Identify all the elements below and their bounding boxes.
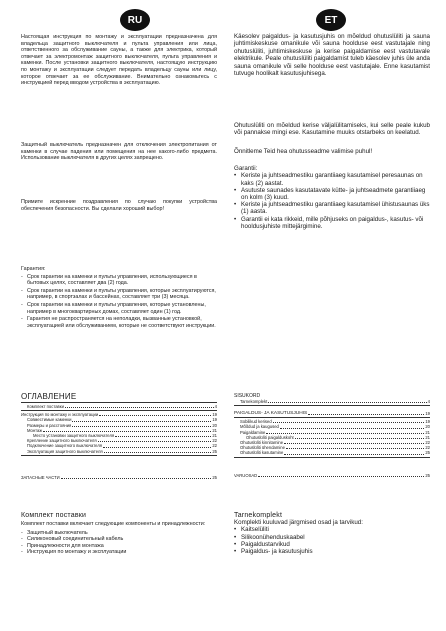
ru-thanks-section — [21, 199, 217, 212]
et-toc-section-entry[interactable]: PAIGALDUS- JA KASUTUSJUHIS 19 — [234, 411, 430, 416]
ru-purpose-section — [21, 142, 217, 162]
et-kit-intro: Komplekti kuuluvad järgmised osad ja tarvikud: — [234, 519, 363, 526]
ru-kit-item: - Силиконовый соединительный кабель — [21, 536, 217, 543]
et-toc-entry[interactable]: Mõõdud ja kaugused 20 — [240, 424, 430, 430]
et-kit-list — [234, 526, 430, 555]
ru-toc-entry[interactable]: Место установки защитного выключателя 21 — [33, 433, 217, 439]
ru-kit-intro: Комплект поставки включает следующие компоненты и принадлежности: — [21, 521, 206, 527]
ru-kit-list — [21, 530, 217, 556]
ru-toc-title: ОГЛАВЛЕНИЕ — [21, 392, 77, 401]
ru-warranty-item: - Срок гарантии на каменки и пульты управления, использующиеся в бытовых целях, составляет два (2) года. — [21, 274, 217, 287]
et-warranty-item: • Asutuste saunades kasutatavate kütte- ja juhtseadmete garantiiaeg on kolm (3) kuud. — [234, 187, 430, 201]
et-toc-entry[interactable]: Sobilikud kerised 19 — [240, 419, 430, 425]
et-kit-title: Tarnekomplekt — [234, 512, 283, 519]
et-toc-entry[interactable]: Ohutuslüliti ühendamine 22 — [240, 445, 430, 451]
et-warranty-title: Garantii: — [234, 165, 258, 172]
et-kit-item: • Silikoonühenduskaabel — [234, 534, 430, 541]
ru-toc — [21, 392, 217, 403]
et-warranty-section — [234, 165, 430, 230]
ru-toc-entry[interactable]: Эксплуатация защитного выключателя 25 — [27, 448, 217, 454]
et-kit-item: • Paigaldustarvikud — [234, 541, 430, 548]
ru-toc-entries — [21, 404, 217, 456]
et-toc-entries — [234, 411, 430, 458]
ru-kit-item: - Принадлежности для монтажа — [21, 543, 217, 550]
et-spare-parts-entry[interactable]: VARUOSAD 25 — [234, 473, 430, 478]
ru-warranty-list — [21, 274, 217, 330]
ru-toc-entry[interactable]: Крепление защитного выключателя 22 — [27, 438, 217, 444]
ru-kit-title: Комплект поставки — [21, 512, 87, 519]
ru-column — [21, 0, 217, 631]
et-warranty-item: • Garantii ei kata rikkeid, mille põhjuseks on paigaldus-, kasutus- või hooldusjuhiste mittejärgimine. — [234, 216, 430, 230]
ru-kit-item: - Защитный выключатель — [21, 530, 217, 537]
et-toc-entry[interactable]: Tarnekomplekt 4 — [240, 399, 430, 405]
ru-toc-entry[interactable]: Монтаж 21 — [27, 427, 217, 433]
et-kit-item: • Kaitselüliti — [234, 526, 430, 533]
ru-intro-text: Настоящая инструкция по монтажу и эксплуатации предназначена для владельца защитного выключателя и пульта управления или лица, ответственного за обслуживание сауны, а также для электрика, который отвечает за электромонтаж защитного выключателя, пульта управления и каменки. После установки защитного выключателя, настоящую инструкцию по монтажу и эксплуатации следует передать владельцу сауны или лицу, которое отвечает за ее обслуживание. Внимательно ознакомьтесь с инструкцией перед вводом устройства в эксплуатацию. — [21, 34, 217, 87]
et-toc-entry[interactable]: Ohutuslüliti paigalduskoht 21 — [246, 434, 430, 440]
ru-toc-entry[interactable]: Инструкция по монтажу и эксплуатации 19 — [21, 412, 217, 418]
ru-toc-entry[interactable]: Размеры и расстояния 20 — [27, 422, 217, 428]
et-toc-entry[interactable]: Ohutuslüliti kinnitamine 22 — [240, 440, 430, 446]
et-kit-section — [234, 512, 430, 555]
et-purpose-text: Ohutuslüliti on mõeldud kerise väljalülitamiseks, kui selle peale kukub või pannakse mingi ese. Kasutamine muuks otstarbeks on keelatud. — [234, 122, 430, 137]
et-toc-entry[interactable]: Ohutuslüliti kasutamine 25 — [240, 450, 430, 456]
et-purpose-section — [234, 122, 430, 137]
et-thanks-text: Õnnitleme Teid hea ohutusseadme valimise puhul! — [234, 148, 373, 155]
ru-spare-parts-entry[interactable]: ЗАПАСНЫЕ ЧАСТИ 25 — [21, 475, 217, 480]
ru-kit-section — [21, 512, 217, 556]
ru-warranty-section — [21, 266, 217, 329]
ru-purpose-text: Защитный выключатель предназначен для отключения электропитания от каменки в случае падения или помещения на нее какого-либо предмета. Использование выключателя в других целях запрещено. — [21, 142, 217, 162]
ru-kit-item: - Инструкция по монтажу и эксплуатации — [21, 549, 217, 556]
ru-intro-section — [21, 34, 217, 87]
et-language-badge: ET — [316, 9, 346, 31]
ru-thanks-text: Примите искренние поздравления по случаю покупки устройства обеспечения безопасности. Вы сделали хороший выбор! — [21, 199, 217, 212]
et-warranty-item: • Keriste ja juhtseadmestiku garantiiaeg kasutamisel peresaunas on kaks (2) aastat. — [234, 172, 430, 186]
ru-warranty-title: Гарантия: — [21, 266, 46, 272]
et-intro-text: Käesolev paigaldus- ja kasutusjuhis on mõeldud ohutuslüliti ja sauna juhtimiskeskuse omanikule või sauna hoolduse eest vastutajale ning ohutuslüliti, juhtimiskeskuse ja kerise paigaldamise eest vastutavale elektrikule. Pealе ohutuslüliti paigaldamist tuleb käesolev juhis üle anda sauna omanikule või selle hoolduse eest vastutajale. Enne kasutamist tutvuge hoolikalt kasutusjuhisega. — [234, 33, 430, 78]
ru-toc-rule — [21, 402, 217, 403]
ru-warranty-item: - Срок гарантии на каменки и пульты управления, которые эксплуатируются, например, в спортзалах и бассейнах, составляет три (3) месяца. — [21, 288, 217, 301]
et-warranty-item: • Keriste ja juhtseadmestiku garantiiaeg kasutamisel ühistusaunas üks (1) aasta. — [234, 201, 430, 215]
ru-toc-entry[interactable]: Комплект поставки 4 — [27, 404, 217, 409]
et-toc-entry[interactable]: Paigaldamine 21 — [240, 429, 430, 435]
ru-toc-entry[interactable]: Подключение защитного выключателя 22 — [27, 443, 217, 449]
et-warranty-list — [234, 172, 430, 230]
et-thanks-section — [234, 148, 430, 155]
ru-toc-entry[interactable]: Совместимые каменки 19 — [27, 417, 217, 423]
ru-language-badge: RU — [120, 9, 150, 31]
ru-warranty-item: - Срок гарантии на каменки и пульты управления, которые установлены, например в многоквартирных домах, составляет один (1) год. — [21, 302, 217, 315]
et-column — [234, 0, 430, 631]
ru-warranty-item: - Гарантия не распространяется на неполадки, вызванные установкой, эксплуатацией или обслуживанием, которые не соответствуют инструкции. — [21, 316, 217, 329]
et-toc — [234, 394, 430, 407]
et-intro-section — [234, 33, 430, 77]
et-kit-item: • Paigaldus- ja kasutusjuhis — [234, 548, 430, 555]
et-toc-title: SISUKORD — [234, 393, 261, 399]
